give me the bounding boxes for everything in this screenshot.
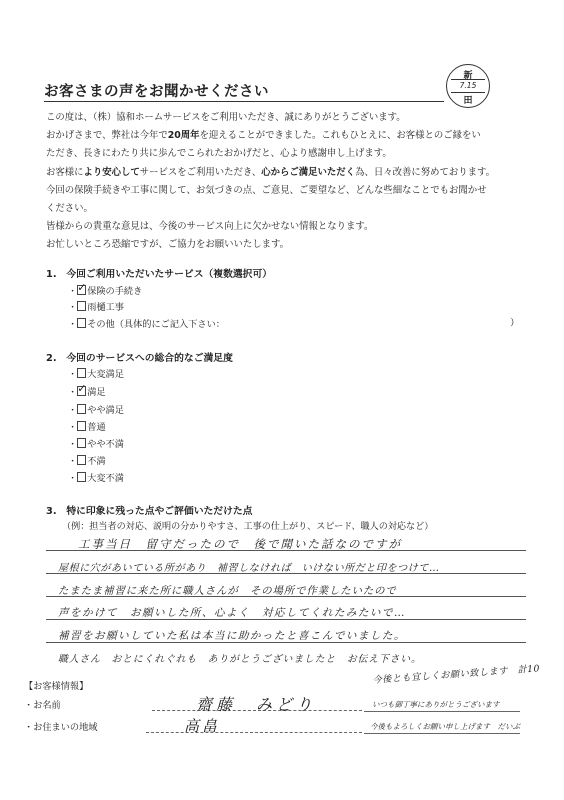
q1-other-close-paren: ） [510, 318, 520, 329]
q3-heading: 3. 特に印象に残った点やご評価いただけた点 [46, 506, 253, 517]
staff-note-line: いつも御丁寧にありがとうございます [372, 700, 500, 709]
intro-line: 皆様からの貴重な意見は、今後のサービス向上に欠かせない情報となります。 [46, 221, 374, 233]
customer-info-heading: 【お客様情報】 [24, 681, 89, 692]
note-line [364, 733, 520, 734]
q2-option[interactable]: ・ 普通 [68, 422, 106, 433]
handwritten-comment-line: 工事当日 留守だったので 後で聞いた話なのですが [78, 537, 402, 551]
name-label: ・お名前 [24, 700, 61, 711]
checkbox[interactable] [77, 382, 87, 396]
stamp-top: 新 [463, 71, 473, 81]
checkbox[interactable] [77, 455, 86, 465]
q2-option[interactable]: ・ 大変満足 [68, 369, 124, 380]
q2-option[interactable]: ・ やや満足 [68, 405, 124, 416]
intro-line: お客様により安心してサービスをご利用いただき、心からご満足いただく為、日々改善に努めております。 [46, 166, 495, 178]
note-line [364, 711, 520, 712]
reception-stamp [446, 64, 490, 108]
intro-line: ただき、長きにわたり共に歩んでこられたおかげだと、心より感謝申し上げます。 [46, 148, 392, 160]
checkbox[interactable] [77, 301, 86, 311]
q2-option[interactable]: ・ やや不満 [68, 439, 124, 450]
customer-area-value: 高畠 [184, 717, 221, 735]
customer-name-value: 齋藤 みどり [196, 695, 317, 714]
checkbox[interactable] [77, 421, 86, 431]
area-field-line [146, 732, 362, 733]
q2-option[interactable]: ・ 大変不満 [68, 473, 124, 484]
intro-line: ください。 [46, 203, 93, 215]
checkbox[interactable] [77, 368, 86, 378]
page-title: お客さまの声をお聞かせください [44, 84, 269, 100]
q1-heading: 1. 今回ご利用いただいたサービス（複数選択可） [46, 269, 273, 280]
check-mark-icon: ✓ [77, 382, 87, 395]
q1-option-gutter[interactable]: ・ 雨樋工事 [68, 302, 124, 313]
checkbox[interactable] [77, 438, 86, 448]
q1-option-insurance[interactable]: ・ ✓ 保険の手続き [68, 281, 143, 297]
q2-option[interactable]: ・ 不満 [68, 456, 106, 467]
stamp-bottom: 田 [463, 96, 473, 106]
checkbox[interactable] [77, 281, 87, 295]
handwritten-comment-line: たまたま補習に来た所に職人さんが その場所で作業したいたので [58, 585, 397, 597]
intro-line: 今回の保険手続きや工事に関して、お気づきの点、ご意見、ご要望など、どんな些細なことでもお聞かせ [46, 184, 487, 196]
check-mark-icon: ✓ [77, 281, 87, 294]
title-underline [44, 101, 444, 102]
checkbox[interactable] [77, 404, 86, 414]
checkbox[interactable] [77, 318, 86, 328]
area-label: ・お住まいの地域 [24, 722, 98, 733]
staff-note-line: 今後もよろしくお願い申し上げます だいぶ [370, 722, 520, 731]
checkbox[interactable] [77, 472, 86, 482]
intro-text [46, 109, 516, 255]
handwritten-comment-line: 職人さん おとにくれぐれも ありがとうございましたと お伝え下さい。 [58, 654, 422, 665]
intro-line: おかげさまで、弊社は今年で20周年を迎えることができました。これもひとえに、お客様とのご縁をい [46, 130, 481, 142]
q3-example: （例：担当者の対応、説明の分かりやすさ、工事の仕上がり、スピード、職人の対応など） [62, 522, 434, 532]
q2-heading: 2. 今回のサービスへの総合的なご満足度 [46, 353, 233, 364]
handwritten-comment-line: 補習をお願いしていた私は本当に助かったと喜こんでいました。 [58, 630, 406, 642]
q1-option-other[interactable]: ・ その他（具体的にご記入下さい： [68, 319, 225, 330]
handwritten-comment-line: 屋根に穴があいている所があり 補習しなければ いけない所だと印をつけて… [58, 563, 440, 574]
intro-line: お忙しいところ恐縮ですが、ご協力をお願いいたします。 [46, 239, 290, 251]
handwritten-closing: 今後とも宜しくお願い致します 計10 [372, 663, 541, 686]
intro-line: この度は、（株）協和ホームサービスをご利用いただき、誠にありがとうございます。 [46, 112, 406, 123]
q2-option[interactable]: ・ ✓ 満足 [68, 382, 106, 398]
stamp-divider [451, 79, 485, 80]
handwritten-comment-line: 声をかけて お願いした所、心よく 対応してくれたみたいで… [58, 607, 406, 619]
stamp-date: 7.15 [459, 81, 477, 90]
